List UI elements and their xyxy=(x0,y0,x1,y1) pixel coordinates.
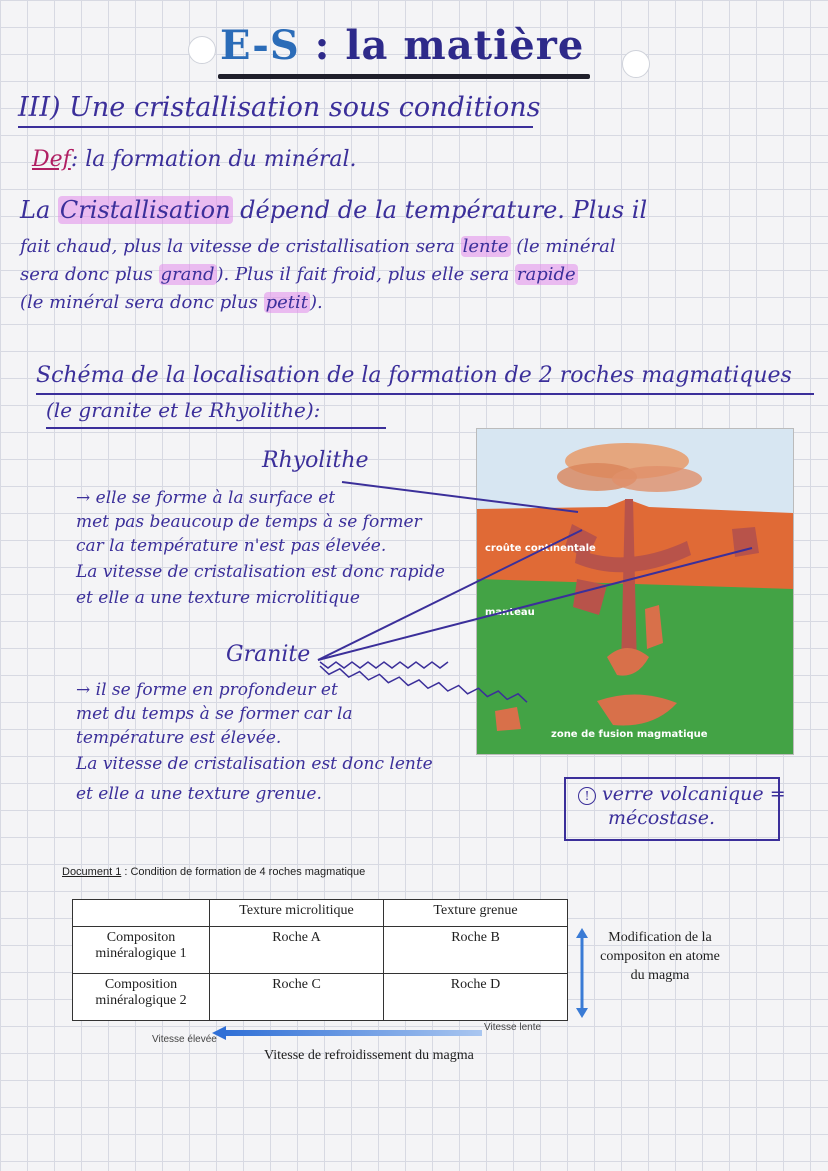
definition xyxy=(32,147,357,172)
table-row xyxy=(73,927,568,974)
p2-c: (le minéral xyxy=(510,236,616,257)
p4-a: (le minéral sera donc plus xyxy=(20,292,264,313)
table-header-cell xyxy=(73,900,210,927)
section-title: III) Une cristallisation sous conditions xyxy=(18,92,541,123)
table-cell: Roche D xyxy=(384,974,568,1021)
rhyolite-label: Rhyolithe xyxy=(262,448,369,473)
granite-line-2: met du temps à se former car la xyxy=(76,704,353,724)
document-title-rest: : Condition de formation de 4 roches magmatique xyxy=(121,866,366,878)
p3-d: rapide xyxy=(516,264,576,285)
paragraph-line-3 xyxy=(20,264,578,285)
title-underline xyxy=(218,74,590,79)
section-underline xyxy=(18,126,533,128)
rhyolite-line-3: car la température n'est pas élevée. xyxy=(76,536,387,556)
paragraph-line-4 xyxy=(20,292,323,313)
table-row-label: Composition minéralogique 2 xyxy=(73,974,210,1021)
p2-b: lente xyxy=(462,236,509,257)
speed-arrow-icon xyxy=(212,1026,484,1040)
p1-a: La xyxy=(20,196,58,224)
table-header-row xyxy=(73,900,568,927)
speed-slow-label: Vitesse lente xyxy=(484,1022,542,1033)
paragraph-line-2 xyxy=(20,236,616,257)
definition-text: : la formation du minéral. xyxy=(70,147,357,172)
title-part-2: : la matière xyxy=(299,22,585,69)
p1-b: Cristallisation xyxy=(59,196,231,224)
rhyolite-line-5: et elle a une texture microlitique xyxy=(76,588,360,608)
speed-caption: Vitesse de refroidissement du magma xyxy=(264,1048,474,1063)
punch-hole-left xyxy=(188,36,216,64)
document-title xyxy=(62,866,365,878)
speed-fast-label: Vitesse élevée xyxy=(152,1034,217,1045)
p3-c: ). Plus il fait froid, plus elle sera xyxy=(216,264,515,285)
table-cell: Roche A xyxy=(210,927,384,974)
table-row-label: Compositon minéralogique 1 xyxy=(73,927,210,974)
warning-icon: ! xyxy=(578,787,596,805)
schema-title-line-2: (le granite et le Rhyolithe): xyxy=(46,398,321,422)
warning-line-1: verre volcanique = xyxy=(602,783,786,805)
geo-label-mantle: manteau xyxy=(485,607,535,618)
rhyolite-line-2: met pas beaucoup de temps à se former xyxy=(76,512,422,532)
definition-label: Def xyxy=(32,147,71,172)
table-header-cell: Texture microlitique xyxy=(210,900,384,927)
schema-underline-2 xyxy=(46,427,386,429)
warning-line-2: mécostase. xyxy=(608,807,716,829)
table-cell: Roche B xyxy=(384,927,568,974)
composition-modification-text: Modification de la compositon en atome du magma xyxy=(600,930,720,983)
paragraph-line-1 xyxy=(20,196,647,224)
schema-underline-1 xyxy=(36,393,814,395)
title-part-1: E-S xyxy=(220,22,300,69)
schema-title-line-1: Schéma de la localisation de la formation de 2 roches magmatiques xyxy=(36,363,792,388)
p4-b: petit xyxy=(265,292,308,313)
document-title-prefix: Document 1 xyxy=(62,866,122,878)
granite-line-4: La vitesse de cristalisation est donc lente xyxy=(76,754,433,774)
granite-line-3: température est élevée. xyxy=(76,728,282,748)
p1-c: dépend de la température. Plus il xyxy=(232,196,648,224)
geo-label-fusion: zone de fusion magmatique xyxy=(551,729,708,740)
rhyolite-line-1: → elle se forme à la surface et xyxy=(76,488,336,508)
geology-svg xyxy=(477,429,793,754)
vertical-double-arrow-icon xyxy=(572,928,592,1018)
p3-a: sera donc plus xyxy=(20,264,159,285)
rhyolite-line-4: La vitesse de cristalisation est donc rapide xyxy=(76,562,445,582)
rock-formation-table xyxy=(72,899,568,1021)
granite-label: Granite xyxy=(226,642,311,667)
punch-hole-right xyxy=(622,50,650,78)
table-cell: Roche C xyxy=(210,974,384,1021)
granite-line-5: et elle a une texture grenue. xyxy=(76,784,322,804)
table-header-cell: Texture grenue xyxy=(384,900,568,927)
p4-c: ). xyxy=(309,292,323,313)
table-row xyxy=(73,974,568,1021)
granite-line-1: → il se forme en profondeur et xyxy=(76,680,338,700)
page-title xyxy=(220,22,584,69)
geology-schema-image xyxy=(476,428,794,755)
p2-a: fait chaud, plus la vitesse de cristallisation sera xyxy=(20,236,461,257)
warning-text xyxy=(578,782,786,830)
p3-b: grand xyxy=(160,264,215,285)
geo-label-crust: croûte continentale xyxy=(485,543,596,554)
